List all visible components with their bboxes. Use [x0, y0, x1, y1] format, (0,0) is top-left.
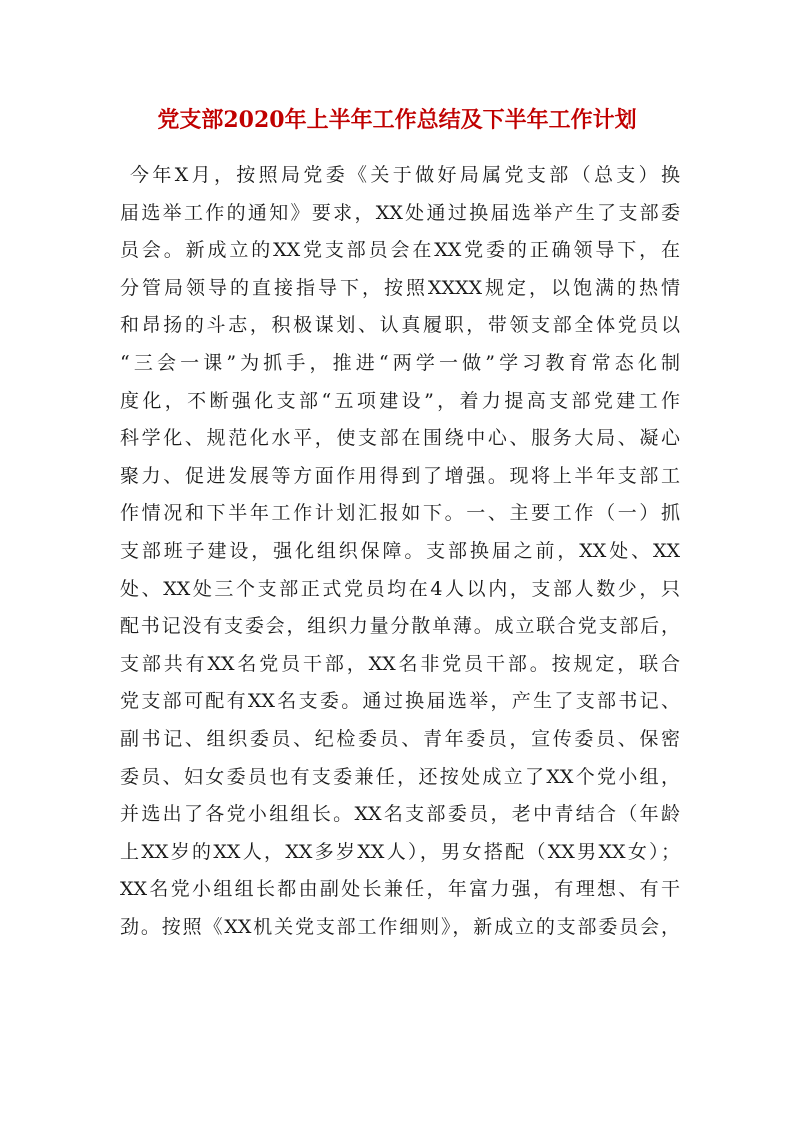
body-line: 上XX岁的XX人，XX多岁XX人），男女搭配（XX男XX女）；	[120, 840, 680, 863]
body-line: XX名党小组组长都由副处长兼任，年富力强，有理想、有干	[120, 878, 680, 901]
document-title: 党支部2020年上半年工作总结及下半年工作计划	[157, 107, 637, 133]
body-line: 员会。新成立的XX党支部员会在XX党委的正确领导下，在	[120, 239, 680, 262]
body-line: 作情况和下半年工作计划汇报如下。一、主要工作（一）抓	[120, 502, 680, 525]
body-line: 副书记、组织委员、纪检委员、青年委员，宣传委员、保密	[120, 727, 680, 750]
body-line: 党支部可配有XX名支委。通过换届选举，产生了支部书记、	[120, 690, 680, 713]
body-line: 度化，不断强化支部“五项建设”，着力提高支部党建工作	[120, 389, 680, 412]
body-line: 聚力、促进发展等方面作用得到了增强。现将上半年支部工	[120, 464, 680, 487]
body-line: 和昂扬的斗志，积极谋划、认真履职，带领支部全体党员以	[120, 314, 680, 337]
body-line: 支部班子建设，强化组织保障。支部换届之前，XX处、XX	[120, 539, 680, 562]
body-line: 委员、妇女委员也有支委兼任，还按处成立了XX个党小组，	[120, 765, 680, 788]
body-line: 今年X月，按照局党委《关于做好局属党支部（总支）换	[130, 164, 680, 186]
body-line: 处、XX处三个支部正式党员均在4人以内，支部人数少，只	[120, 577, 680, 600]
body-line: 支部共有XX名党员干部，XX名非党员干部。按规定，联合	[120, 652, 680, 675]
body-line: 并选出了各党小组组长。XX名支部委员，老中青结合（年龄	[120, 803, 680, 826]
body-line: 届选举工作的通知》要求，XX处通过换届选举产生了支部委	[120, 201, 680, 224]
body-line: 科学化、规范化水平，使支部在围绕中心、服务大局、凝心	[120, 427, 680, 450]
document-body	[120, 157, 680, 946]
body-line: “三会一课”为抓手，推进“两学一做”学习教育常态化制	[120, 351, 680, 374]
body-line: 配书记没有支委会，组织力量分散单薄。成立联合党支部后，	[120, 615, 680, 638]
body-line: 分管局领导的直接指导下，按照XXXX规定，以饱满的热情	[120, 276, 680, 299]
body-line: 劲。按照《XX机关党支部工作细则》，新成立的支部委员会，	[120, 915, 680, 938]
